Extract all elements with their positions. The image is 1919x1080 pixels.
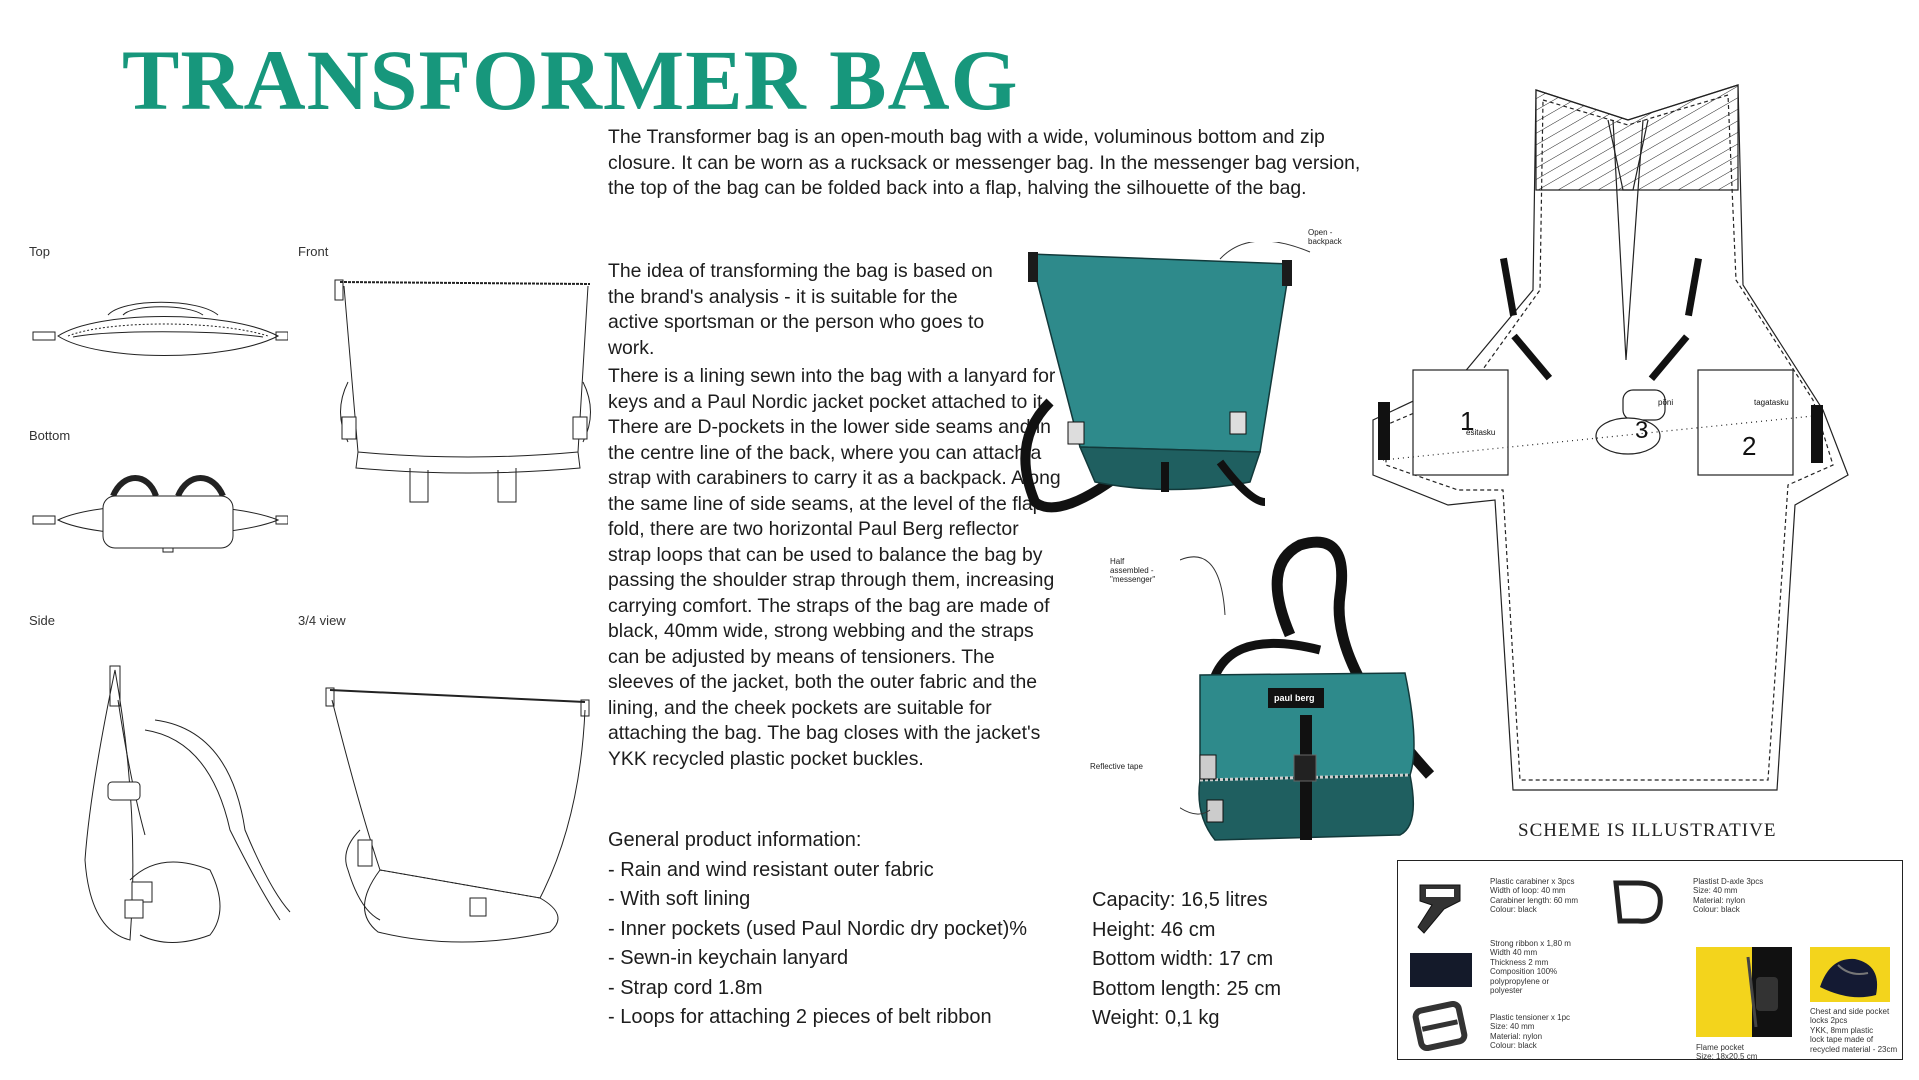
scheme-note: SCHEME IS ILLUSTRATIVE bbox=[1518, 820, 1777, 841]
pattern-scheme-drawing bbox=[1368, 80, 1903, 810]
details-paragraph bbox=[608, 364, 1063, 772]
material-line: Flame pocket bbox=[1696, 1043, 1745, 1052]
intro-paragraph bbox=[608, 125, 1368, 202]
annotation-open-backpack bbox=[1308, 228, 1342, 246]
carabiner-info bbox=[1490, 877, 1578, 915]
label-bottom: Bottom bbox=[29, 428, 71, 443]
chest-pocket-info bbox=[1810, 1007, 1897, 1054]
list-item: - Loops for attaching 2 pieces of belt ribbon bbox=[608, 1006, 992, 1028]
general-info-heading: General product information: bbox=[608, 829, 862, 851]
material-line: Material: nylon bbox=[1490, 1031, 1543, 1041]
d-ring-icon bbox=[1608, 875, 1668, 925]
scheme-label-1: 1 bbox=[1460, 406, 1475, 436]
material-line: Colour: black bbox=[1693, 905, 1740, 915]
list-item: - Rain and wind resistant outer fabric bbox=[608, 858, 934, 881]
material-line: Colour: black bbox=[1490, 1041, 1537, 1051]
specs-list bbox=[1092, 886, 1281, 1034]
list-item: - Inner pockets (used Paul Nordic dry pocket)% bbox=[608, 917, 1028, 940]
material-line: Colour: black bbox=[1490, 905, 1537, 915]
three-quarter-view-drawing bbox=[320, 670, 600, 950]
material-line: Size: 40 mm bbox=[1490, 1022, 1535, 1032]
spec-item: Weight: 0,1 kg bbox=[1092, 1007, 1220, 1029]
materials-box bbox=[1397, 860, 1903, 1060]
intro-text: The Transformer bag is an open-mouth bag with a wide, voluminous bottom and zip closure. It can be worn as a rucksack or messenger bag. In the messenger bag version, the top of the bag can be folded back into a flap, halving the silhouette of the bag. bbox=[608, 126, 1361, 199]
spec-item: Bottom width: 17 cm bbox=[1092, 948, 1274, 970]
general-info bbox=[608, 826, 1027, 1033]
side-view-drawing bbox=[70, 660, 300, 950]
scheme-word-2: tagatasku bbox=[1754, 398, 1789, 407]
flame-pocket-info bbox=[1696, 1043, 1757, 1062]
flame-pocket-photo bbox=[1696, 947, 1792, 1037]
idea-paragraph bbox=[608, 259, 1008, 361]
label-three-quarter: 3/4 view bbox=[298, 613, 346, 628]
annotation-line: Half bbox=[1110, 557, 1125, 566]
tensioner-info bbox=[1490, 1013, 1570, 1051]
scheme-word-3: põni bbox=[1658, 398, 1674, 407]
material-line: Size: 40 mm bbox=[1693, 886, 1738, 896]
material-line: Plastic tensioner x 1pc bbox=[1490, 1013, 1571, 1022]
spec-item: Height: 46 cm bbox=[1092, 918, 1216, 941]
ribbon-info bbox=[1490, 939, 1571, 995]
idea-text: The idea of transforming the bag is based on the brand's analysis - it is suitable for the active sportsman or the person who goes to work. bbox=[608, 260, 993, 359]
list-item: - Strap cord 1.8m bbox=[608, 976, 763, 999]
d-axle-info bbox=[1693, 877, 1763, 915]
bottom-view-drawing bbox=[28, 466, 288, 566]
material-line: Composition 100% bbox=[1490, 967, 1558, 977]
annotation-line: assembled - bbox=[1110, 566, 1154, 575]
scheme-word-1: esitasku bbox=[1466, 428, 1496, 437]
material-line: YKK, 8mm plastic bbox=[1810, 1025, 1874, 1035]
label-top: Top bbox=[29, 244, 50, 259]
material-line: recycled material - 23cm bbox=[1810, 1044, 1898, 1054]
material-line: Size: 18x20,5 cm bbox=[1696, 1052, 1758, 1062]
top-view-drawing bbox=[28, 290, 288, 370]
material-line: Material: nylon bbox=[1693, 895, 1746, 905]
material-line: lock tape made of bbox=[1810, 1035, 1874, 1045]
material-line: locks 2pcs bbox=[1810, 1016, 1848, 1026]
tensioner-icon bbox=[1412, 1001, 1468, 1051]
front-view-drawing bbox=[328, 272, 598, 512]
general-info-list bbox=[608, 856, 1027, 1033]
material-line: polyester bbox=[1490, 986, 1523, 996]
brand-logo: paul berg bbox=[1274, 693, 1315, 703]
spec-item: Capacity: 16,5 litres bbox=[1092, 889, 1268, 911]
label-front: Front bbox=[298, 244, 329, 259]
material-line: Strong ribbon x 1,80 m bbox=[1490, 939, 1571, 948]
material-line: Width 40 mm bbox=[1490, 948, 1538, 958]
material-line: Thickness 2 mm bbox=[1490, 957, 1549, 967]
bag-backpack-illustration bbox=[1020, 242, 1320, 522]
spec-item: Bottom length: 25 cm bbox=[1092, 977, 1281, 1000]
annotation-line: backpack bbox=[1308, 237, 1342, 246]
list-item: - With soft lining bbox=[608, 888, 751, 910]
material-line: Plastic carabiner x 3pcs bbox=[1490, 877, 1575, 886]
details-text: There is a lining sewn into the bag with a lanyard for keys and a Paul Nordic jacket pocket attached to it. There are D-pockets in the lower side seams and in the centre line of the back, where you can attach a strap with carabiners to carry it as a backpack. Along the same line of side seams, at the level of the flap fold, there are two horizontal Paul Berg reflector strap loops that can be used to balance the bag by passing the shoulder strap through them, increasing carrying comfort. The straps of the bag are made of black, 40mm wide, strong webbing and the straps can be adjusted by means of tensioners. The sleeves of the jacket, both the outer fabric and the lining, and the cheek pockets are suitable for attaching the bag. The bag closes with the jacket's YKK recycled plastic pocket buckles. bbox=[608, 365, 1061, 770]
material-line: polypropylene or bbox=[1490, 976, 1550, 986]
annotation-line: Open - bbox=[1308, 228, 1333, 237]
annotation-reflective-tape: Reflective tape bbox=[1090, 762, 1143, 771]
list-item: - Sewn-in keychain lanyard bbox=[608, 947, 849, 969]
chest-pocket-photo bbox=[1810, 947, 1890, 1002]
annotation-line: "messenger" bbox=[1110, 575, 1156, 584]
material-line: Plastist D-axle 3pcs bbox=[1693, 877, 1764, 886]
ribbon-swatch-icon bbox=[1410, 953, 1472, 987]
material-line: Carabiner length: 60 mm bbox=[1490, 895, 1579, 905]
material-line: Width of loop: 40 mm bbox=[1490, 886, 1566, 896]
label-side: Side bbox=[29, 613, 56, 628]
annotation-messenger bbox=[1110, 557, 1155, 584]
scheme-label-3: 3 bbox=[1635, 417, 1649, 444]
scheme-label-2: 2 bbox=[1742, 431, 1757, 461]
carabiner-icon bbox=[1410, 875, 1470, 935]
material-line: Chest and side pocket bbox=[1810, 1007, 1890, 1016]
page-title: TRANSFORMER BAG bbox=[122, 32, 1019, 128]
